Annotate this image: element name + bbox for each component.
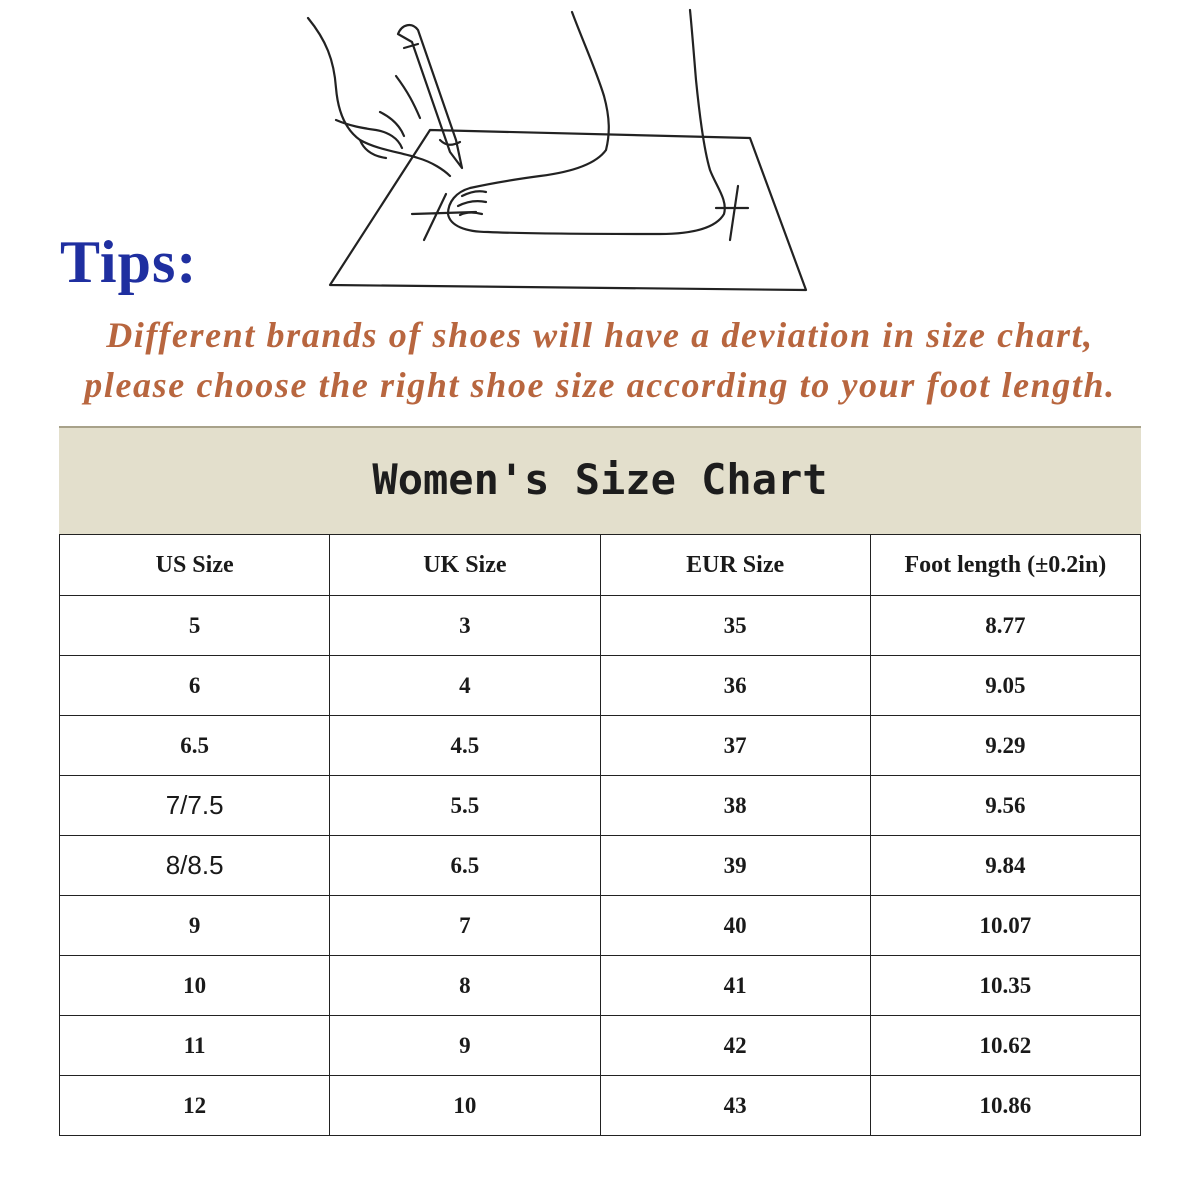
table-row [60, 596, 1141, 656]
cell-us-size: 6 [60, 656, 330, 716]
table-row [60, 656, 1141, 716]
size-chart [59, 426, 1141, 1138]
column-header-foot-length: Foot length (±0.2in) [870, 535, 1140, 596]
cell-foot-length: 9.84 [870, 836, 1140, 896]
cell-uk-size: 3 [330, 596, 600, 656]
tip-text-line-1: Different brands of shoes will have a deviation in size chart, [106, 315, 1094, 355]
cell-us-size: 5 [60, 596, 330, 656]
cell-eur-size: 37 [600, 716, 870, 776]
size-table [59, 534, 1141, 1136]
hand-outline [308, 18, 450, 176]
column-header-uk-size: UK Size [330, 535, 600, 596]
cell-uk-size: 5.5 [330, 776, 600, 836]
column-header-us-size: US Size [60, 535, 330, 596]
table-row [60, 956, 1141, 1016]
cell-us-size: 12 [60, 1076, 330, 1136]
table-row [60, 776, 1141, 836]
foot-measuring-illustration [290, 0, 820, 300]
cell-foot-length: 9.05 [870, 656, 1140, 716]
cell-us-size: 9 [60, 896, 330, 956]
cell-us-size: 7/7.5 [60, 776, 330, 836]
size-chart-title: Women's Size Chart [372, 454, 828, 504]
cell-foot-length: 8.77 [870, 596, 1140, 656]
cell-foot-length: 9.56 [870, 776, 1140, 836]
cell-uk-size: 9 [330, 1016, 600, 1076]
table-row [60, 1076, 1141, 1136]
size-chart-header [59, 426, 1141, 534]
table-row [60, 716, 1141, 776]
tips-heading: Tips: [60, 229, 198, 295]
column-header-eur-size: EUR Size [600, 535, 870, 596]
cell-uk-size: 6.5 [330, 836, 600, 896]
cell-eur-size: 38 [600, 776, 870, 836]
cell-foot-length: 10.86 [870, 1076, 1140, 1136]
tip-text-line-2: please choose the right shoe size according to your foot length. [84, 365, 1116, 405]
cell-uk-size: 4.5 [330, 716, 600, 776]
cell-eur-size: 40 [600, 896, 870, 956]
table-row [60, 1016, 1141, 1076]
cell-foot-length: 10.62 [870, 1016, 1140, 1076]
cell-us-size: 11 [60, 1016, 330, 1076]
cell-eur-size: 41 [600, 956, 870, 1016]
cell-us-size: 6.5 [60, 716, 330, 776]
cell-us-size: 10 [60, 956, 330, 1016]
foot-outline [448, 10, 725, 234]
cell-foot-length: 9.29 [870, 716, 1140, 776]
cell-eur-size: 35 [600, 596, 870, 656]
cell-us-size: 8/8.5 [60, 836, 330, 896]
cell-uk-size: 10 [330, 1076, 600, 1136]
cell-eur-size: 36 [600, 656, 870, 716]
cell-foot-length: 10.07 [870, 896, 1140, 956]
cell-foot-length: 10.35 [870, 956, 1140, 1016]
cell-uk-size: 8 [330, 956, 600, 1016]
cell-eur-size: 43 [600, 1076, 870, 1136]
cell-eur-size: 42 [600, 1016, 870, 1076]
table-row [60, 836, 1141, 896]
toe-cross-mark [412, 194, 476, 240]
cell-uk-size: 7 [330, 896, 600, 956]
cell-uk-size: 4 [330, 656, 600, 716]
table-header-row [60, 535, 1141, 596]
cell-eur-size: 39 [600, 836, 870, 896]
table-row [60, 896, 1141, 956]
